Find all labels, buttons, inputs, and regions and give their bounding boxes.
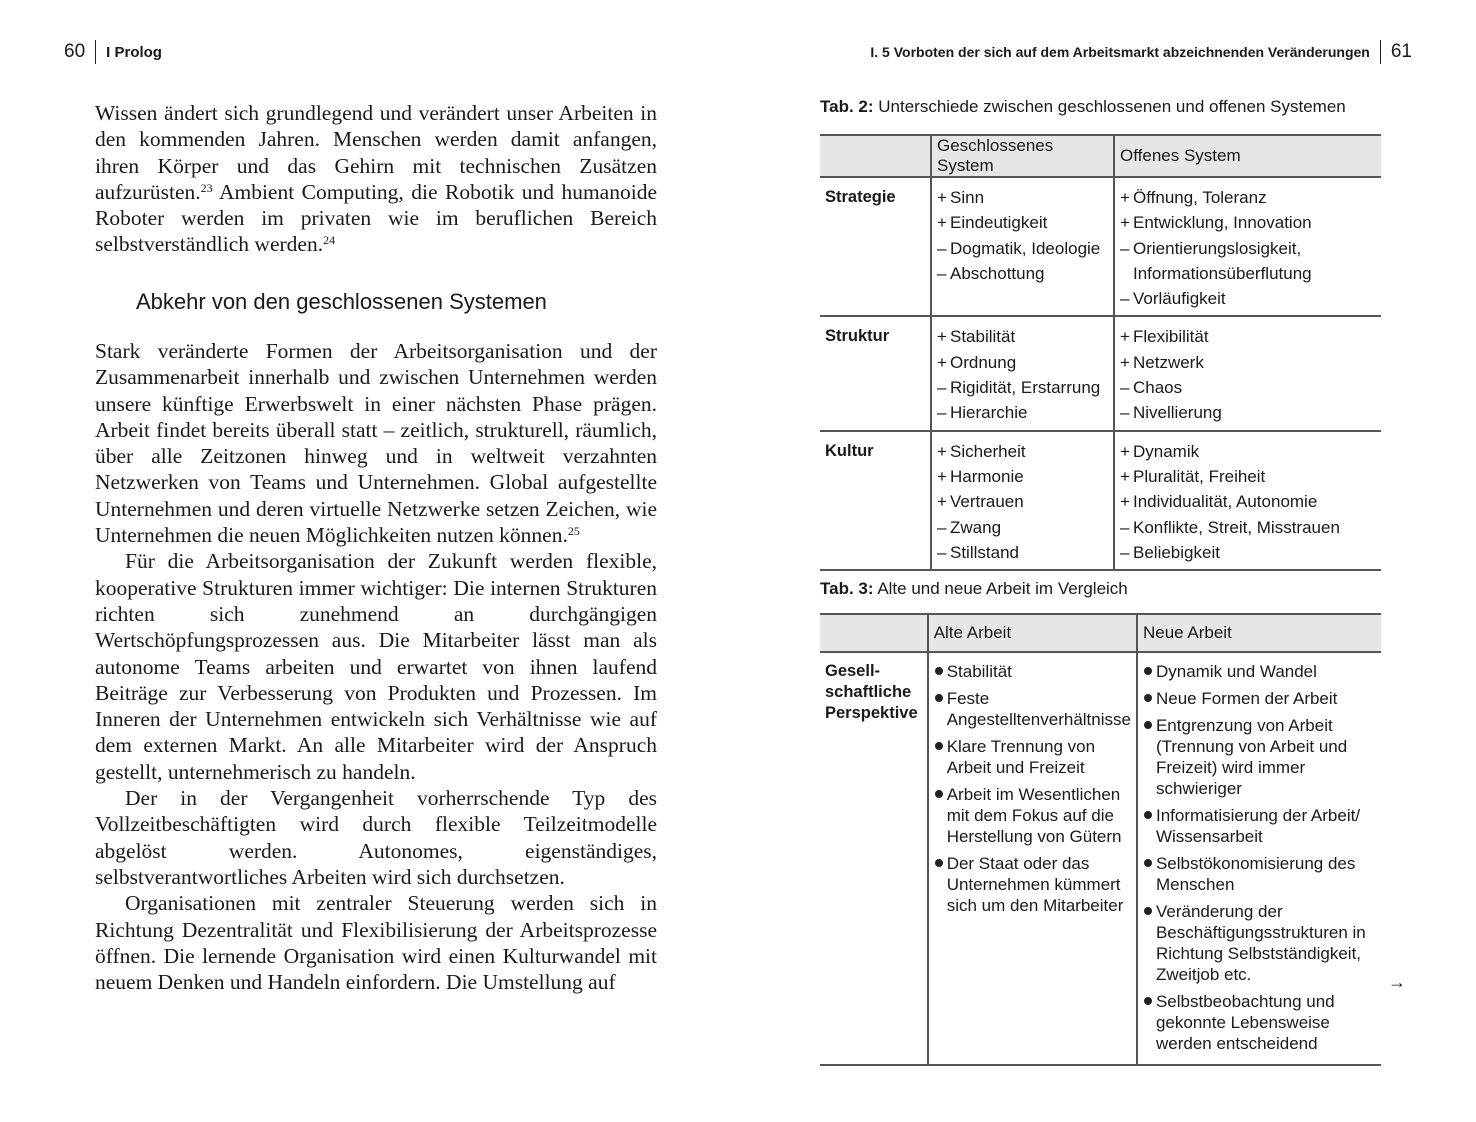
- list-item: [1120, 489, 1376, 514]
- list-item: [934, 736, 1131, 778]
- list-item: [1120, 515, 1376, 540]
- plus-sign: +: [1120, 352, 1130, 372]
- open-system-cell: [1114, 431, 1381, 570]
- list-item: [1120, 350, 1376, 375]
- minus-sign: –: [937, 517, 947, 537]
- table-2-header-closed: Geschlossenes System: [931, 135, 1114, 177]
- list-item-text: Beliebigkeit: [1133, 542, 1220, 562]
- list-item-text: Konflikte, Streit, Misstrauen: [1133, 517, 1340, 537]
- list-item: [1120, 375, 1376, 400]
- footnote-ref-25[interactable]: 25: [567, 524, 580, 539]
- list-item-text: Orientierungslosigkeit, Informationsüberflutung: [1133, 238, 1312, 283]
- footnote-ref-24[interactable]: 24: [323, 233, 336, 248]
- bullet-icon: [934, 736, 947, 778]
- list-item: [937, 350, 1108, 375]
- list-item-text: Der Staat oder das Unternehmen kümmert sich um den Mitarbeiter: [946, 854, 1124, 915]
- list-item: [937, 464, 1108, 489]
- list-item-text: Eindeutigkeit: [950, 213, 1048, 233]
- paragraph-1-block: [95, 100, 657, 258]
- minus-sign: –: [1120, 517, 1130, 537]
- list-item: [937, 489, 1108, 514]
- continue-arrow-icon: →: [1388, 972, 1406, 992]
- bullet-icon: [1143, 991, 1156, 1054]
- header-divider-left: [95, 40, 96, 64]
- list-item: [937, 515, 1108, 540]
- list-item: [934, 853, 1131, 916]
- list-item-text: Harmonie: [950, 466, 1024, 486]
- list-item-text: Feste Angestelltenverhältnisse: [946, 689, 1131, 729]
- list-item-text: Entgrenzung von Arbeit (Trennung von Arbeit und Freizeit) wird immer schwieriger: [1155, 716, 1348, 798]
- list-item: [1120, 324, 1376, 349]
- bullet-icon: [934, 784, 947, 847]
- list-item: [1143, 688, 1376, 709]
- table-row: [820, 316, 1381, 430]
- list-item: [1143, 991, 1376, 1054]
- list-item: [1120, 439, 1376, 464]
- list-item-text: Zwang: [950, 517, 1002, 537]
- table-3-caption-label: Tab. 3:: [820, 579, 874, 598]
- minus-sign: –: [1120, 238, 1130, 258]
- list-item: [937, 375, 1108, 400]
- list-item-text: Sinn: [950, 188, 985, 207]
- list-item-text: Öffnung, Toleranz: [1133, 188, 1267, 207]
- table-2-caption: [820, 97, 1346, 117]
- table-3-caption: [820, 579, 1128, 599]
- bullet-icon: [1143, 805, 1156, 847]
- old-work-cell: [928, 652, 1137, 1065]
- plus-sign: +: [937, 352, 947, 372]
- list-item-text: Sicherheit: [950, 441, 1026, 461]
- list-item-text: Vorläufigkeit: [1133, 289, 1226, 309]
- list-item-text: Dogmatik, Ideologie: [950, 238, 1101, 258]
- running-head-left: [64, 40, 162, 64]
- open-system-cell: [1114, 177, 1381, 316]
- footnote-ref-23[interactable]: 23: [200, 180, 213, 195]
- list-item-text: Selbstökonomisierung des Menschen: [1155, 854, 1356, 894]
- list-item: [934, 661, 1131, 682]
- list-item: [1120, 464, 1376, 489]
- row-label-perspective: Gesell-schaftliche Perspektive: [820, 652, 928, 1065]
- table-row: [820, 177, 1381, 316]
- list-item-text: Netzwerk: [1133, 352, 1204, 372]
- minus-sign: –: [937, 238, 947, 258]
- plus-sign: +: [1120, 188, 1130, 207]
- minus-sign: –: [1120, 403, 1130, 423]
- plus-sign: +: [1120, 492, 1130, 512]
- list-item: [934, 784, 1131, 847]
- closed-system-cell: [931, 177, 1114, 316]
- minus-sign: –: [937, 403, 947, 423]
- paragraph-2: [95, 338, 657, 548]
- closed-system-cell: [931, 316, 1114, 430]
- new-work-cell: [1137, 652, 1381, 1065]
- list-item: [937, 400, 1108, 425]
- list-item: [1120, 400, 1376, 425]
- table-3-caption-text: Alte und neue Arbeit im Vergleich: [873, 579, 1128, 598]
- list-item-text: Flexibilität: [1133, 327, 1209, 347]
- list-item: [937, 210, 1108, 235]
- minus-sign: –: [1120, 289, 1130, 309]
- paragraph-1-text: Wissen ändert sich grundlegend und verändert unser Arbeiten in den kommenden Jahren. Menschen werden damit anfangen, ihren Körper und das Gehirn mit technischen Zusätzen aufzurüsten.: [95, 101, 657, 204]
- table-2-header-open: Offenes System: [1114, 135, 1381, 177]
- list-item: [1120, 540, 1376, 565]
- bullet-icon: [1143, 853, 1156, 895]
- list-item-text: Klare Trennung von Arbeit und Freizeit: [946, 737, 1096, 777]
- list-item-text: Entwicklung, Innovation: [1133, 213, 1312, 233]
- plus-sign: +: [937, 188, 947, 207]
- table-row: [820, 431, 1381, 570]
- minus-sign: –: [1120, 542, 1130, 562]
- plus-sign: +: [937, 327, 947, 347]
- table-3-header-row: [820, 614, 1381, 652]
- section-subheading: Abkehr von den geschlossenen Systemen: [136, 289, 547, 314]
- list-item-text: Pluralität, Freiheit: [1133, 466, 1266, 486]
- list-item-text: Dynamik und Wandel: [1155, 662, 1317, 681]
- list-item-text: Ordnung: [950, 352, 1017, 372]
- table-2: [820, 134, 1381, 571]
- plus-sign: +: [1120, 466, 1130, 486]
- page-number-right: 61: [1390, 41, 1412, 62]
- bullet-icon: [1143, 688, 1156, 709]
- list-item: [937, 236, 1108, 261]
- paragraph-3: Für die Arbeitsorganisation der Zukunft werden flexible, kooperative Strukturen immer wichtiger: Die internen Strukturen richten sich zunehmend an durchgängigen Wertschöpfungsprozessen aus. Die Mitarbeiter lässt man als autonome Teams arbeiten und erwartet von ihnen laufend Beiträge zur Verbesserung von Produkten und Prozessen. Im Inneren der Unternehmen entwickeln sich Verhältnisse wie auf dem externen Markt. An alle Mitarbeiter wird der Anspruch gestellt, unternehmerisch zu handeln.: [95, 549, 657, 784]
- list-item: [1120, 236, 1376, 287]
- list-item-text: Arbeit im Wesentlichen mit dem Fokus auf die Herstellung von Gütern: [946, 785, 1122, 846]
- bullet-icon: [1143, 901, 1156, 985]
- table-row: [820, 652, 1381, 1065]
- list-item-text: Individualität, Autonomie: [1133, 492, 1318, 512]
- list-item: [937, 540, 1108, 565]
- minus-sign: –: [937, 542, 947, 562]
- row-label: Struktur: [820, 316, 931, 430]
- bullet-icon: [1143, 715, 1156, 799]
- table-2-caption-label: Tab. 2:: [820, 97, 874, 116]
- plus-sign: +: [937, 213, 947, 233]
- table-2-header-row: [820, 135, 1381, 177]
- list-item-text: Nivellierung: [1133, 403, 1222, 423]
- minus-sign: –: [937, 378, 947, 398]
- paragraph-1: [95, 100, 657, 258]
- list-item-text: Chaos: [1133, 378, 1183, 398]
- list-item-text: Stillstand: [950, 542, 1019, 562]
- list-item: [937, 185, 1108, 210]
- list-item-text: Stabilität: [946, 662, 1012, 681]
- list-item: [1120, 185, 1376, 210]
- paragraph-2-text: Stark veränderte Formen der Arbeitsorganisation und der Zusammenarbeit innerhalb und zwischen Unternehmen werden unsere künftige Erwerbswelt in einer nächsten Phase prägen. Arbeit findet bereits überall statt – zeitlich, strukturell, räumlich, über alle Zeitzonen hinweg und in weltweit verzahnten Netzwerken von Teams und Unternehmen. Global aufgestellte Unternehmen und deren virtuelle Netzwerke setzen Zeichen, wie Unternehmen die neuen Möglichkeiten nutzen können.: [95, 339, 657, 548]
- bullet-icon: [934, 661, 947, 682]
- list-item-text: Vertrauen: [950, 492, 1024, 512]
- bullet-icon: [934, 853, 947, 916]
- row-label: Kultur: [820, 431, 931, 570]
- list-item: [1120, 286, 1376, 311]
- plus-sign: +: [937, 441, 947, 461]
- paragraph-1-text-2: Ambient Computing, die Robotik und humanoide Roboter werden im privaten wie im beruflichen Bereich selbstverständlich werden.: [95, 179, 657, 257]
- bullet-icon: [1143, 661, 1156, 682]
- list-item: [937, 439, 1108, 464]
- list-item: [1143, 805, 1376, 847]
- plus-sign: +: [937, 466, 947, 486]
- list-item: [1143, 853, 1376, 895]
- plus-sign: +: [1120, 441, 1130, 461]
- minus-sign: –: [1120, 378, 1130, 398]
- paragraph-block-2: [95, 338, 657, 995]
- plus-sign: +: [937, 492, 947, 512]
- list-item-text: Informatisierung der Arbeit/ Wissensarbeit: [1155, 806, 1361, 846]
- paragraph-5: Organisationen mit zentraler Steuerung werden sich in Richtung Dezentralität und Flexibilisierung der Arbeitsprozesse öffnen. Die lernende Organisation wird einen Kulturwandel mit neuem Denken und Handeln einfordern. Die Umstellung auf: [95, 891, 657, 995]
- list-item-text: Dynamik: [1133, 441, 1200, 461]
- table-2-caption-text: Unterschiede zwischen geschlossenen und offenen Systemen: [873, 97, 1346, 116]
- running-head-right: [870, 40, 1412, 64]
- plus-sign: +: [1120, 213, 1130, 233]
- header-divider-right: [1380, 40, 1381, 64]
- page-number-left: 60: [64, 41, 86, 62]
- list-item-text: Abschottung: [950, 263, 1045, 283]
- open-system-cell: [1114, 316, 1381, 430]
- list-item-text: Veränderung der Beschäftigungsstrukturen in Richtung Selbstständigkeit, Zweitjob etc.: [1155, 902, 1366, 984]
- table-3-header-old: Alte Arbeit: [928, 614, 1137, 652]
- closed-system-cell: [931, 431, 1114, 570]
- plus-sign: +: [1120, 327, 1130, 347]
- list-item: [1143, 901, 1376, 985]
- bullet-icon: [934, 688, 947, 730]
- list-item: [934, 688, 1131, 730]
- minus-sign: –: [937, 263, 947, 283]
- list-item-text: Neue Formen der Arbeit: [1155, 689, 1338, 708]
- list-item: [1120, 210, 1376, 235]
- paragraph-4: Der in der Vergangenheit vorherrschende Typ des Vollzeitbeschäftigten wird durch flexible Teilzeitmodelle abgelöst werden. Autonomes, eigenständiges, selbstverantwortliches Arbeiten wird sich durchsetzen.: [95, 786, 657, 889]
- list-item: [1143, 661, 1376, 682]
- table-3: [820, 613, 1381, 1066]
- table-3-header-new: Neue Arbeit: [1137, 614, 1381, 652]
- list-item-text: Rigidität, Erstarrung: [950, 378, 1101, 398]
- chapter-title-left: I Prolog: [106, 43, 162, 61]
- list-item: [937, 324, 1108, 349]
- table-3-header-empty: [820, 614, 928, 652]
- list-item-text: Selbstbeobachtung und gekonnte Lebensweise werden entscheidend: [1155, 992, 1335, 1053]
- chapter-title-right: I. 5 Vorboten der sich auf dem Arbeitsmarkt abzeichnenden Veränderungen: [870, 44, 1370, 60]
- row-label: Strategie: [820, 177, 931, 316]
- list-item: [937, 261, 1108, 286]
- list-item-text: Stabilität: [950, 327, 1016, 347]
- list-item: [1143, 715, 1376, 799]
- table-2-header-empty: [820, 135, 931, 177]
- list-item-text: Hierarchie: [950, 403, 1028, 423]
